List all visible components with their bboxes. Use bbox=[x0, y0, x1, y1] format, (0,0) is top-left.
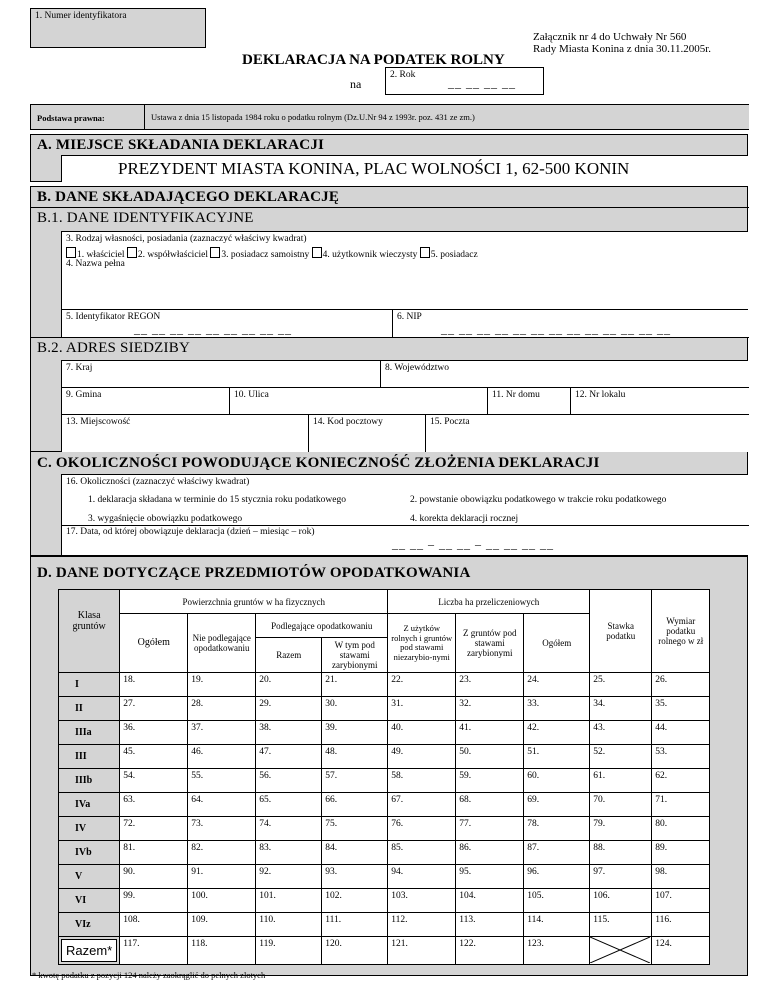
table-cell[interactable]: 107. bbox=[652, 889, 710, 913]
house-number-label: 11. Nr domu bbox=[492, 390, 540, 400]
table-cell[interactable]: 29. bbox=[256, 697, 322, 721]
area-header: Powierzchnia gruntów w ha fizycznych bbox=[120, 590, 388, 614]
taxed-total-header: Razem bbox=[256, 638, 322, 673]
agri-land-header: Z użytków rolnych i gruntów pod stawami niezarybio-nymi bbox=[388, 614, 456, 673]
total-area-header: Ogółem bbox=[120, 614, 188, 673]
table-cell[interactable]: 111. bbox=[322, 913, 388, 937]
land-class-cell: VIz bbox=[59, 913, 120, 937]
table-cell[interactable]: 58. bbox=[388, 769, 456, 793]
regon-field[interactable] bbox=[62, 310, 393, 337]
table-cell[interactable]: 116. bbox=[652, 913, 710, 937]
table-row bbox=[59, 697, 710, 721]
circumstances-block bbox=[61, 474, 748, 555]
circumstance-option-2[interactable]: 2. powstanie obowiązku podatkowego w trakcie roku podatkowego bbox=[410, 495, 667, 505]
total-cell[interactable]: 117. bbox=[120, 937, 188, 965]
perpetual-user-checkbox[interactable] bbox=[312, 247, 322, 258]
table-cell[interactable]: 112. bbox=[388, 913, 456, 937]
table-cell[interactable]: 53. bbox=[652, 745, 710, 769]
table-cell[interactable]: 113. bbox=[456, 913, 524, 937]
cross-mark-icon bbox=[590, 937, 650, 963]
section-b-title: B. DANE SKŁADAJĄCEGO DEKLARACJĘ bbox=[37, 189, 340, 205]
apartment-number-label: 12. Nr lokalu bbox=[575, 390, 626, 400]
table-cell[interactable]: 75. bbox=[322, 817, 388, 841]
land-class-cell: IVb bbox=[59, 841, 120, 865]
regon-placeholder: __ __ __ __ __ __ __ __ __ bbox=[134, 322, 292, 336]
total-cell[interactable]: 120. bbox=[322, 937, 388, 965]
table-row bbox=[59, 745, 710, 769]
locality-field[interactable] bbox=[62, 415, 309, 452]
independent-possessor-checkbox[interactable] bbox=[210, 247, 220, 258]
attachment-line-2: Rady Miasta Konina z dnia 30.11.2005r. bbox=[533, 43, 712, 55]
land-table bbox=[58, 589, 710, 965]
table-cell[interactable]: 70. bbox=[590, 793, 652, 817]
form-title: DEKLARACJA NA PODATEK ROLNY bbox=[242, 52, 505, 68]
table-cell[interactable]: 81. bbox=[120, 841, 188, 865]
circumstance-option-1[interactable]: 1. deklaracja składana w terminie do 15 stycznia roku podatkowego bbox=[88, 495, 346, 505]
table-cell[interactable]: 48. bbox=[322, 745, 388, 769]
table-cell[interactable]: 19. bbox=[188, 673, 256, 697]
municipality-label: 9. Gmina bbox=[66, 390, 102, 400]
table-cell[interactable]: 18. bbox=[120, 673, 188, 697]
table-cell[interactable]: 49. bbox=[388, 745, 456, 769]
effective-date-label: 17. Data, od której obowiązuje deklaracja (dzień – miesiąc – rok) bbox=[66, 527, 315, 537]
possessor-checkbox[interactable] bbox=[420, 247, 430, 258]
table-row bbox=[59, 841, 710, 865]
table-row bbox=[59, 817, 710, 841]
divider bbox=[31, 207, 749, 208]
divider bbox=[62, 525, 749, 526]
fish-pond-header: W tym pod stawami zarybionymi bbox=[322, 638, 388, 673]
tax-office-value: PREZYDENT MIASTA KONINA, PLAC WOLNOŚCI 1, 62-500 KONIN bbox=[118, 159, 630, 178]
table-cell[interactable]: 40. bbox=[388, 721, 456, 745]
total-label: Razem* bbox=[61, 939, 117, 962]
table-cell[interactable]: 47. bbox=[256, 745, 322, 769]
table-cell[interactable]: 78. bbox=[524, 817, 590, 841]
table-row bbox=[59, 865, 710, 889]
table-cell[interactable]: 104. bbox=[456, 889, 524, 913]
table-cell[interactable]: 82. bbox=[188, 841, 256, 865]
table-cell[interactable]: 77. bbox=[456, 817, 524, 841]
table-cell[interactable]: 22. bbox=[388, 673, 456, 697]
total-cell[interactable]: 124. bbox=[652, 937, 710, 965]
table-cell[interactable]: 33. bbox=[524, 697, 590, 721]
total-cell[interactable]: 119. bbox=[256, 937, 322, 965]
co-owner-option-label: 2. współwłaściciel bbox=[137, 250, 209, 260]
land-class-cell: IVa bbox=[59, 793, 120, 817]
ownership-name-block bbox=[61, 231, 748, 309]
table-cell[interactable]: 36. bbox=[120, 721, 188, 745]
section-a bbox=[30, 134, 748, 182]
fish-pond-conv-header: Z gruntów pod stawami zarybionymi bbox=[456, 614, 524, 673]
perpetual-user-option-label: 4. użytkownik wieczysty bbox=[322, 250, 418, 260]
co-owner-checkbox[interactable] bbox=[127, 247, 137, 258]
legal-basis-label: Podstawa prawna: bbox=[37, 113, 105, 123]
table-cell[interactable]: 45. bbox=[120, 745, 188, 769]
table-cell[interactable]: 101. bbox=[256, 889, 322, 913]
table-cell[interactable]: 90. bbox=[120, 865, 188, 889]
table-cell[interactable]: 42. bbox=[524, 721, 590, 745]
circumstances-label: 16. Okoliczności (zaznaczyć właściwy kwadrat) bbox=[66, 477, 250, 487]
table-cell[interactable]: 98. bbox=[652, 865, 710, 889]
table-cell[interactable]: 88. bbox=[590, 841, 652, 865]
post-office-field[interactable] bbox=[426, 415, 749, 452]
id-number-box bbox=[30, 8, 206, 48]
postal-code-field[interactable] bbox=[309, 415, 426, 452]
table-cell[interactable]: 60. bbox=[524, 769, 590, 793]
total-label-cell bbox=[59, 937, 120, 965]
legal-basis-text: Ustawa z dnia 15 listopada 1984 roku o podatku rolnym (Dz.U.Nr 94 z 1993r. poz. 431 ze zm.) bbox=[151, 112, 475, 122]
table-row bbox=[59, 673, 710, 697]
id-number-label: 1. Numer identyfikatora bbox=[35, 11, 127, 21]
table-cell[interactable]: 37. bbox=[188, 721, 256, 745]
table-cell[interactable]: 21. bbox=[322, 673, 388, 697]
total-row bbox=[59, 937, 710, 965]
table-cell[interactable]: 63. bbox=[120, 793, 188, 817]
land-class-cell: IIIa bbox=[59, 721, 120, 745]
table-row bbox=[59, 721, 710, 745]
table-cell[interactable]: 103. bbox=[388, 889, 456, 913]
table-cell[interactable]: 38. bbox=[256, 721, 322, 745]
year-placeholder: __ __ __ __ bbox=[448, 76, 516, 90]
table-cell[interactable]: 95. bbox=[456, 865, 524, 889]
table-cell[interactable]: 51. bbox=[524, 745, 590, 769]
table-cell[interactable]: 76. bbox=[388, 817, 456, 841]
land-class-cell: III bbox=[59, 745, 120, 769]
table-cell[interactable]: 89. bbox=[652, 841, 710, 865]
table-cell[interactable]: 86. bbox=[456, 841, 524, 865]
table-cell[interactable]: 71. bbox=[652, 793, 710, 817]
total-cell[interactable]: 122. bbox=[456, 937, 524, 965]
table-cell[interactable]: 52. bbox=[590, 745, 652, 769]
table-cell[interactable]: 106. bbox=[590, 889, 652, 913]
table-cell[interactable]: 31. bbox=[388, 697, 456, 721]
land-class-cell: II bbox=[59, 697, 120, 721]
table-cell[interactable]: 109. bbox=[188, 913, 256, 937]
crossed-out-cell bbox=[590, 937, 652, 965]
table-cell[interactable]: 24. bbox=[524, 673, 590, 697]
table-cell[interactable]: 92. bbox=[256, 865, 322, 889]
table-cell[interactable]: 26. bbox=[652, 673, 710, 697]
table-cell[interactable]: 66. bbox=[322, 793, 388, 817]
section-b bbox=[30, 186, 748, 452]
attachment-note bbox=[533, 31, 711, 55]
table-cell[interactable]: 25. bbox=[590, 673, 652, 697]
circumstance-option-4[interactable]: 4. korekta deklaracji rocznej bbox=[410, 514, 519, 524]
section-c bbox=[30, 452, 748, 556]
table-cell[interactable]: 35. bbox=[652, 697, 710, 721]
table-cell[interactable]: 56. bbox=[256, 769, 322, 793]
section-d-title: D. DANE DOTYCZĄCE PRZEDMIOTÓW OPODATKOWANIA bbox=[37, 565, 471, 581]
table-cell[interactable]: 59. bbox=[456, 769, 524, 793]
full-name-label: 4. Nazwa pełna bbox=[66, 259, 125, 269]
table-cell[interactable]: 79. bbox=[590, 817, 652, 841]
independent-possessor-option-label: 3. posiadacz samoistny bbox=[221, 250, 310, 260]
table-cell[interactable]: 55. bbox=[188, 769, 256, 793]
table-cell[interactable]: 97. bbox=[590, 865, 652, 889]
table-cell[interactable]: 27. bbox=[120, 697, 188, 721]
nip-label: 6. NIP bbox=[397, 312, 422, 322]
table-cell[interactable]: 96. bbox=[524, 865, 590, 889]
table-cell[interactable]: 115. bbox=[590, 913, 652, 937]
total-cell[interactable]: 118. bbox=[188, 937, 256, 965]
nip-field[interactable] bbox=[393, 310, 749, 337]
divider bbox=[31, 337, 749, 338]
table-cell[interactable]: 32. bbox=[456, 697, 524, 721]
table-cell[interactable]: 72. bbox=[120, 817, 188, 841]
voivodeship-label: 8. Województwo bbox=[385, 363, 449, 373]
land-class-cell: V bbox=[59, 865, 120, 889]
table-cell[interactable]: 34. bbox=[590, 697, 652, 721]
land-class-cell: IV bbox=[59, 817, 120, 841]
ownership-label: 3. Rodzaj własności, posiadania (zaznaczyć właściwy kwadrat) bbox=[66, 234, 307, 244]
regon-nip-row bbox=[61, 309, 748, 337]
section-b2-title: B.2. ADRES SIEDZIBY bbox=[37, 340, 190, 356]
table-row bbox=[59, 889, 710, 913]
table-cell[interactable]: 85. bbox=[388, 841, 456, 865]
table-row bbox=[59, 793, 710, 817]
land-class-cell: I bbox=[59, 673, 120, 697]
table-cell[interactable]: 57. bbox=[322, 769, 388, 793]
nip-placeholder: __ __ __ __ __ __ __ __ __ __ __ __ __ bbox=[441, 322, 671, 336]
total-conv-header: Ogółem bbox=[524, 614, 590, 673]
table-cell[interactable]: 20. bbox=[256, 673, 322, 697]
tax-office-field bbox=[61, 155, 748, 182]
table-cell[interactable]: 91. bbox=[188, 865, 256, 889]
regon-label: 5. Identyfikator REGON bbox=[66, 312, 161, 322]
table-cell[interactable]: 110. bbox=[256, 913, 322, 937]
table-cell[interactable]: 23. bbox=[456, 673, 524, 697]
form-title-na: na bbox=[350, 77, 362, 91]
table-cell[interactable]: 67. bbox=[388, 793, 456, 817]
class-header: Klasa gruntów bbox=[59, 590, 120, 673]
table-cell[interactable]: 108. bbox=[120, 913, 188, 937]
legal-basis-row bbox=[30, 104, 748, 130]
rate-header: Stawka podatku bbox=[590, 590, 652, 673]
section-a-title: A. MIEJSCE SKŁADANIA DEKLARACJI bbox=[37, 137, 325, 153]
circumstance-option-3[interactable]: 3. wygaśnięcie obowiązku podatkowego bbox=[88, 514, 243, 524]
table-cell[interactable]: 100. bbox=[188, 889, 256, 913]
table-cell[interactable]: 46. bbox=[188, 745, 256, 769]
possessor-option-label: 5. posiadacz bbox=[430, 250, 478, 260]
attachment-line-1: Załącznik nr 4 do Uchwały Nr 560 bbox=[533, 31, 687, 43]
table-cell[interactable]: 69. bbox=[524, 793, 590, 817]
year-field[interactable] bbox=[385, 67, 544, 95]
table-cell[interactable]: 114. bbox=[524, 913, 590, 937]
table-row bbox=[59, 913, 710, 937]
table-cell[interactable]: 39. bbox=[322, 721, 388, 745]
postal-code-label: 14. Kod pocztowy bbox=[313, 417, 383, 427]
address-block bbox=[61, 360, 748, 452]
street-field[interactable] bbox=[230, 388, 488, 415]
table-cell[interactable]: 62. bbox=[652, 769, 710, 793]
table-cell[interactable]: 50. bbox=[456, 745, 524, 769]
table-cell[interactable]: 73. bbox=[188, 817, 256, 841]
full-name-input[interactable] bbox=[62, 272, 749, 308]
section-b1-title: B.1. DANE IDENTYFIKACYJNE bbox=[37, 210, 254, 226]
taxed-header: Podlegające opodatkowaniu bbox=[256, 614, 388, 638]
table-cell[interactable]: 64. bbox=[188, 793, 256, 817]
street-label: 10. Ulica bbox=[234, 390, 269, 400]
table-cell[interactable]: 30. bbox=[322, 697, 388, 721]
tax-amount-header: Wymiar podatku rolnego w zł bbox=[652, 590, 710, 673]
table-cell[interactable]: 87. bbox=[524, 841, 590, 865]
post-office-label: 15. Poczta bbox=[430, 417, 470, 427]
table-cell[interactable]: 74. bbox=[256, 817, 322, 841]
country-label: 7. Kraj bbox=[66, 363, 93, 373]
table-cell[interactable]: 61. bbox=[590, 769, 652, 793]
conversion-header: Liczba ha przeliczeniowych bbox=[388, 590, 590, 614]
municipality-field[interactable] bbox=[62, 388, 230, 415]
ownership-options bbox=[66, 247, 478, 261]
footnote: * kwotę podatku z pozycji 124 należy zaokrąglić do pełnych złotych bbox=[32, 970, 266, 980]
table-row bbox=[59, 769, 710, 793]
table-cell[interactable]: 68. bbox=[456, 793, 524, 817]
table-cell[interactable]: 105. bbox=[524, 889, 590, 913]
house-number-field[interactable] bbox=[488, 388, 571, 415]
apartment-number-field[interactable] bbox=[571, 388, 749, 415]
legal-basis-cell bbox=[144, 104, 749, 130]
table-cell[interactable]: 44. bbox=[652, 721, 710, 745]
table-cell[interactable]: 43. bbox=[590, 721, 652, 745]
table-cell[interactable]: 83. bbox=[256, 841, 322, 865]
country-field[interactable] bbox=[62, 361, 381, 388]
section-c-title: C. OKOLICZNOŚCI POWODUJĄCE KONIECZNOŚĆ ZŁOŻENIA DEKLARACJI bbox=[37, 455, 600, 471]
table-cell[interactable]: 41. bbox=[456, 721, 524, 745]
owner-checkbox[interactable] bbox=[66, 247, 76, 258]
table-cell[interactable]: 80. bbox=[652, 817, 710, 841]
year-label: 2. Rok bbox=[390, 70, 416, 80]
total-cell[interactable]: 121. bbox=[388, 937, 456, 965]
effective-date-placeholder[interactable]: __ __ – __ __ – __ __ __ __ bbox=[392, 537, 554, 551]
total-cell[interactable]: 123. bbox=[524, 937, 590, 965]
table-cell[interactable]: 28. bbox=[188, 697, 256, 721]
table-cell[interactable]: 93. bbox=[322, 865, 388, 889]
table-cell[interactable]: 54. bbox=[120, 769, 188, 793]
table-cell[interactable]: 102. bbox=[322, 889, 388, 913]
land-class-cell: VI bbox=[59, 889, 120, 913]
voivodeship-field[interactable] bbox=[381, 361, 749, 388]
table-cell[interactable]: 94. bbox=[388, 865, 456, 889]
not-taxed-header: Nie podlegające opodatkowaniu bbox=[188, 614, 256, 673]
owner-option-label: 1. właściciel bbox=[77, 250, 125, 260]
land-class-cell: IIIb bbox=[59, 769, 120, 793]
table-cell[interactable]: 84. bbox=[322, 841, 388, 865]
table-cell[interactable]: 99. bbox=[120, 889, 188, 913]
locality-label: 13. Miejscowość bbox=[66, 417, 131, 427]
table-cell[interactable]: 65. bbox=[256, 793, 322, 817]
